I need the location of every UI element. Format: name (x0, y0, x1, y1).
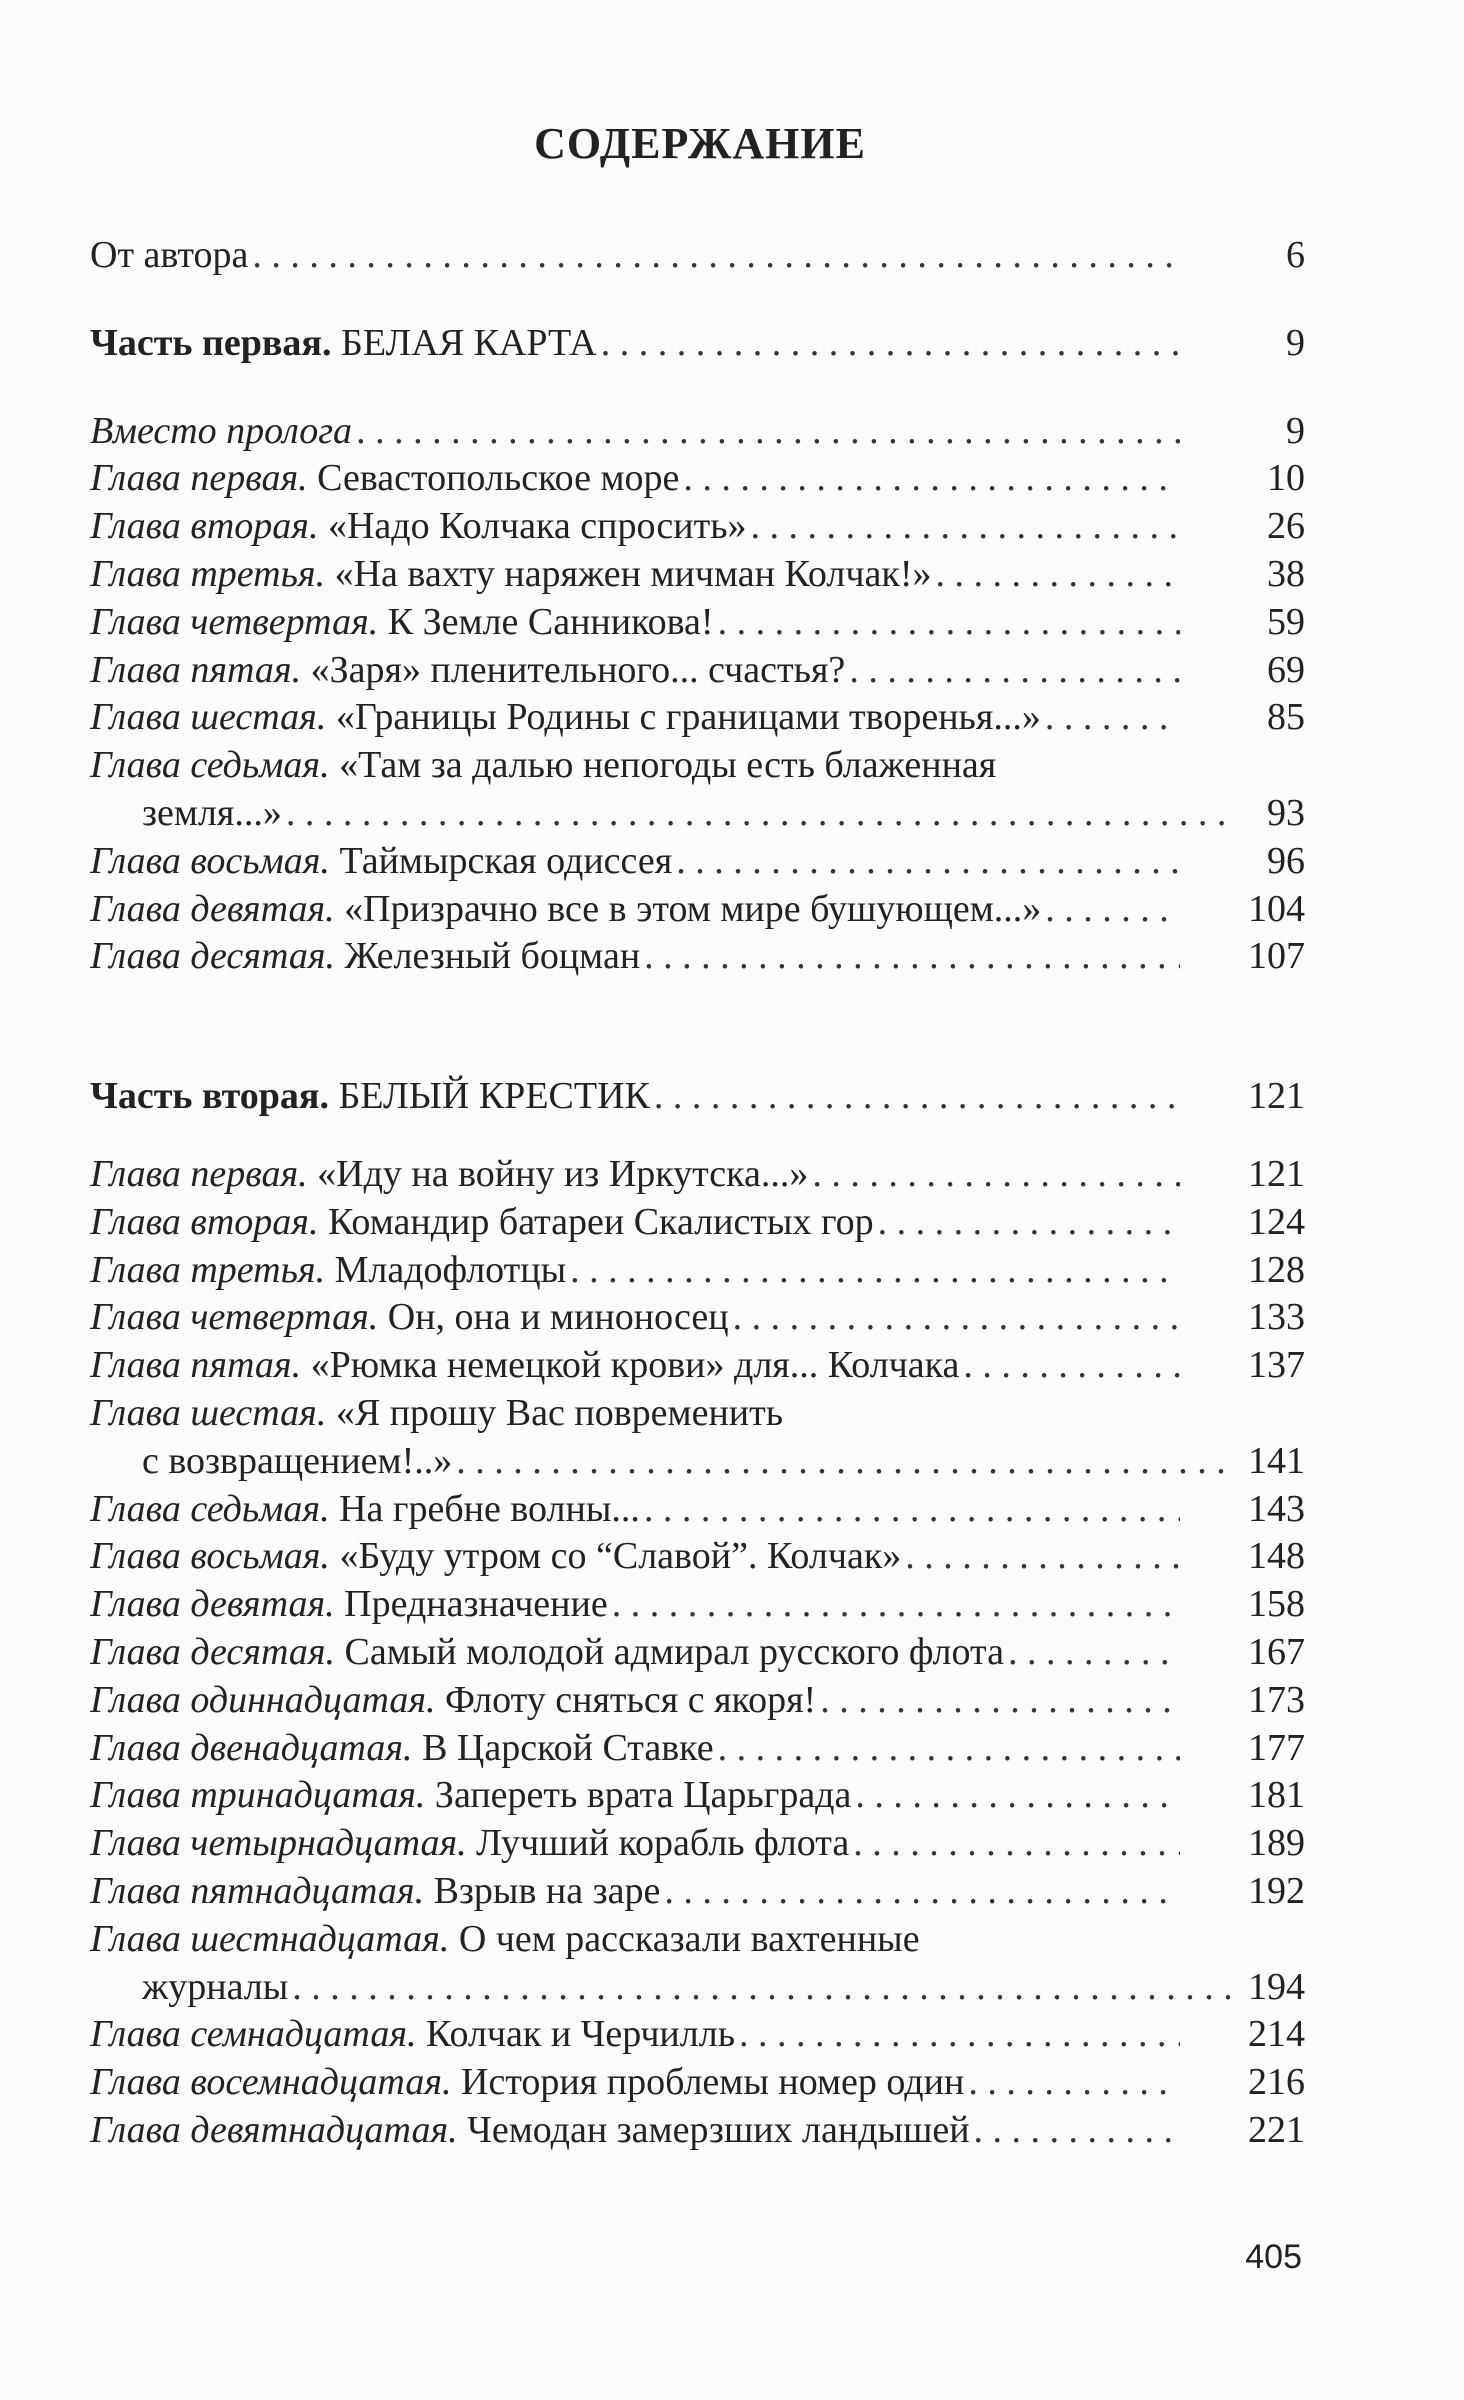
chapter-number: Глава первая. (90, 1152, 308, 1195)
chapter-number: Глава седьмая. (90, 1487, 330, 1530)
leader-dots (356, 408, 1180, 456)
leader-dots (963, 1342, 1180, 1390)
toc-page-number: 141 (1248, 1439, 1305, 1482)
chapter-title-continued: земля...» (142, 791, 282, 834)
toc-entry (90, 886, 1305, 934)
part-name: БЕЛАЯ КАРТА (341, 321, 597, 364)
chapter-number: Глава третья. (90, 1248, 326, 1291)
toc-entry (90, 1390, 1305, 1438)
chapter-title: Запереть врата Царьграда (434, 1774, 852, 1817)
chapter-title: Он, она и миноносец (387, 1296, 729, 1339)
toc-entry (90, 551, 1305, 599)
leader-dots (292, 1964, 1232, 2012)
toc-entry (90, 1820, 1305, 1868)
chapter-title: Чемодан замерзших ландышей (467, 2108, 970, 2151)
chapter-number: Глава седьмая. (90, 744, 330, 787)
chapter-title: Младофлотцы (334, 1248, 567, 1291)
part-heading-2 (90, 1073, 1305, 1121)
chapter-title: В Царской Ставке (422, 1726, 714, 1769)
leader-dots (935, 551, 1180, 599)
part-1-chapters (90, 408, 1305, 982)
toc-page-number: 133 (1248, 1296, 1305, 1339)
toc-entry-label: От автора (90, 234, 249, 276)
toc-entry (90, 1199, 1305, 1247)
leader-dots (644, 1486, 1180, 1534)
leader-dots (644, 933, 1180, 981)
leader-dots (855, 1772, 1180, 1820)
chapter-title: О чем рассказали вахтенные (458, 1917, 920, 1960)
chapter-title: История проблемы номер один (461, 2061, 965, 2104)
chapter-number: Глава девятая. (90, 887, 335, 930)
chapter-title: Предназначение (344, 1583, 608, 1626)
toc-page-number: 221 (1248, 2108, 1305, 2151)
chapter-number: Глава семнадцатая. (90, 2013, 417, 2056)
leader-dots (601, 320, 1180, 368)
chapter-number: Глава десятая. (90, 935, 336, 978)
chapter-title: Таймырская одиссея (339, 839, 673, 882)
toc-page-number: 38 (1267, 552, 1305, 595)
leader-dots (456, 1438, 1232, 1486)
toc-page-number: 59 (1267, 600, 1305, 643)
chapter-number: Глава тринадцатая. (90, 1774, 426, 1817)
part-lead: Часть вторая. (90, 1075, 329, 1118)
chapter-number: Глава третья. (90, 552, 326, 595)
chapter-title: На гребне волны... (339, 1487, 640, 1530)
chapter-title: «Заря» пленительного... счастья? (310, 648, 846, 691)
part-lead: Часть первая. (90, 321, 332, 364)
toc-page-number: 9 (1286, 409, 1305, 452)
toc-page-number: 10 (1267, 457, 1305, 500)
leader-dots (968, 2059, 1180, 2107)
toc-entry (90, 2011, 1305, 2059)
chapter-number: Глава четвертая. (90, 600, 379, 643)
toc-page-number: 96 (1267, 839, 1305, 882)
toc-entry-continuation (90, 790, 1305, 838)
toc-page-number: 192 (1248, 1869, 1305, 1912)
toc-page-number: 216 (1248, 2061, 1305, 2104)
chapter-title: «Там за далью непогоды есть блаженная (339, 744, 997, 787)
leader-dots (1045, 886, 1180, 934)
toc-entry (90, 1151, 1305, 1199)
chapter-number: Вместо пролога (90, 409, 353, 452)
leader-dots (974, 2107, 1180, 2155)
toc-entry (90, 2107, 1305, 2155)
chapter-title: Самый молодой адмирал русского флота (344, 1630, 1004, 1673)
chapter-number: Глава десятая. (90, 1630, 336, 1673)
leader-dots (612, 1581, 1180, 1629)
toc-entry (90, 933, 1305, 981)
toc-entry-continuation (90, 1964, 1305, 2012)
toc-page-number: 181 (1248, 1774, 1305, 1817)
chapter-number: Глава девятнадцатая. (90, 2108, 458, 2151)
toc-entry (90, 1342, 1305, 1390)
chapter-title: К Земле Санникова! (387, 600, 714, 643)
chapter-number: Глава первая. (90, 457, 308, 500)
toc-entry (90, 647, 1305, 695)
toc-page-number: 128 (1248, 1248, 1305, 1291)
chapter-title: Взрыв на заре (433, 1869, 661, 1912)
chapter-title: «Призрачно все в этом мире бушующем...» (344, 887, 1042, 930)
part-heading-1 (90, 320, 1305, 368)
chapter-title: Колчак и Черчилль (426, 2013, 736, 2056)
toc-entry (90, 1533, 1305, 1581)
chapter-number: Глава девятая. (90, 1583, 335, 1626)
chapter-number: Глава восемнадцатая. (90, 2061, 452, 2104)
toc-entry (90, 455, 1305, 503)
toc-entry (90, 2059, 1305, 2107)
toc-entry (90, 838, 1305, 886)
toc-entry (90, 1629, 1305, 1677)
toc-page-number: 9 (1286, 321, 1305, 364)
toc-page-number: 121 (1248, 1075, 1305, 1118)
toc-page-number: 167 (1248, 1630, 1305, 1673)
toc-entry-continuation (90, 1438, 1305, 1486)
toc-entry (90, 1294, 1305, 1342)
leader-dots (820, 1677, 1180, 1725)
leader-dots (739, 2011, 1180, 2059)
toc-entry (90, 1486, 1305, 1534)
chapter-title-continued: с возвращением!..» (142, 1439, 453, 1482)
leader-dots (654, 1073, 1180, 1121)
chapter-title: Лучший корабль флота (476, 1822, 850, 1865)
toc-entry (90, 694, 1305, 742)
page-title: СОДЕРЖАНИЕ (534, 119, 866, 168)
toc-page-number: 26 (1267, 505, 1305, 548)
chapter-title: Севастопольское море (317, 457, 680, 500)
toc-page-number: 137 (1248, 1344, 1305, 1387)
toc-page-number: 6 (1286, 234, 1305, 276)
page-number: 405 (1245, 2238, 1302, 2276)
toc-entry (90, 1677, 1305, 1725)
chapter-title: Флоту сняться с якоря! (445, 1678, 817, 1721)
chapter-number: Глава одиннадцатая. (90, 1678, 436, 1721)
toc-entry (90, 408, 1305, 456)
leader-dots (812, 1151, 1180, 1199)
toc-page-number: 124 (1248, 1200, 1305, 1243)
toc-page-number: 85 (1267, 696, 1305, 739)
chapter-number: Глава восьмая. (90, 839, 330, 882)
chapter-number: Глава пятая. (90, 648, 302, 691)
chapter-title: «Рюмка немецкой крови» для... Колчака (310, 1344, 960, 1387)
toc-page-number: 214 (1248, 2013, 1305, 2056)
toc-entry (90, 1247, 1305, 1295)
toc-page-number: 189 (1248, 1822, 1305, 1865)
toc-entry (90, 1868, 1305, 1916)
toc-entry (90, 1581, 1305, 1629)
toc-page-number: 148 (1248, 1535, 1305, 1578)
toc-page-number: 173 (1248, 1678, 1305, 1721)
toc-entry (90, 599, 1305, 647)
part-name: БЕЛЫЙ КРЕСТИК (338, 1075, 650, 1118)
toc-entry (90, 1772, 1305, 1820)
leader-dots (905, 1533, 1180, 1581)
toc-page-number: 194 (1248, 1965, 1305, 2008)
chapter-number: Глава шестая. (90, 696, 327, 739)
chapter-number: Глава пятнадцатая. (90, 1869, 425, 1912)
toc-entry (90, 503, 1305, 551)
chapter-title: «Буду утром со “Славой”. Колчак» (339, 1535, 902, 1578)
toc-page-number: 104 (1248, 887, 1305, 930)
chapter-number: Глава восьмая. (90, 1535, 330, 1578)
chapter-number: Глава двенадцатая. (90, 1726, 413, 1769)
leader-dots (718, 599, 1180, 647)
leader-dots (286, 790, 1232, 838)
table-of-contents (90, 232, 1305, 2155)
chapter-number: Глава четвертая. (90, 1296, 379, 1339)
chapter-number: Глава пятая. (90, 1344, 302, 1387)
toc-entry (90, 1725, 1305, 1773)
toc-page-number: 121 (1248, 1152, 1305, 1195)
chapter-title: «Границы Родины с границами творенья...» (335, 696, 1041, 739)
chapter-title: «На вахту наряжен мичман Колчак!» (334, 552, 932, 595)
chapter-number: Глава вторая. (90, 505, 319, 548)
chapter-number: Глава шестнадцатая. (90, 1917, 450, 1960)
toc-entry (90, 1916, 1305, 1964)
chapter-number: Глава шестая. (90, 1391, 327, 1434)
toc-page-number: 143 (1248, 1487, 1305, 1530)
chapter-number: Глава вторая. (90, 1200, 319, 1243)
leader-dots (718, 1725, 1180, 1773)
part-2-chapters (90, 1151, 1305, 2155)
toc-page-number: 93 (1267, 791, 1305, 834)
leader-dots (849, 647, 1180, 695)
toc-page-number: 69 (1267, 648, 1305, 691)
leader-dots (252, 232, 1180, 280)
chapter-title: «Иду на войну из Иркутска...» (317, 1152, 809, 1195)
chapter-title: «Надо Колчака спросить» (327, 505, 747, 548)
toc-entry (90, 742, 1305, 790)
toc-entry-preface (90, 232, 1305, 280)
leader-dots (853, 1820, 1180, 1868)
leader-dots (683, 455, 1180, 503)
leader-dots (1008, 1629, 1180, 1677)
chapter-number: Глава четырнадцатая. (90, 1822, 467, 1865)
leader-dots (570, 1247, 1180, 1295)
leader-dots (1045, 694, 1180, 742)
leader-dots (751, 503, 1180, 551)
chapter-title: Железный боцман (344, 935, 641, 978)
toc-page-number: 158 (1248, 1583, 1305, 1626)
toc-page-number: 107 (1248, 935, 1305, 978)
leader-dots (733, 1294, 1180, 1342)
chapter-title-continued: журналы (142, 1965, 289, 2008)
leader-dots (664, 1868, 1180, 1916)
toc-page-number: 177 (1248, 1726, 1305, 1769)
leader-dots (878, 1199, 1180, 1247)
chapter-title: «Я прошу Вас повременить (335, 1391, 784, 1434)
leader-dots (676, 838, 1180, 886)
chapter-title: Командир батареи Скалистых гор (327, 1200, 874, 1243)
